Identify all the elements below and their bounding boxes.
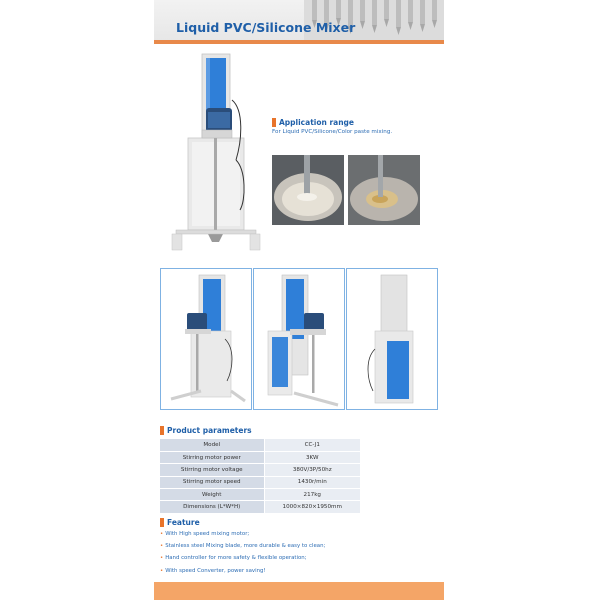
bullet-icon: •	[160, 567, 164, 574]
machine-back-image	[347, 269, 436, 408]
list-item: • With High speed mixing motor;	[160, 531, 250, 537]
param-key: Stirring motor speed	[160, 476, 264, 488]
application-description: For Liquid PVC/Silicone/Color paste mixing.	[272, 129, 393, 135]
parameters-table	[160, 439, 360, 514]
mixing-photo-1	[272, 155, 344, 225]
param-key: Model	[160, 439, 264, 451]
machine-front-image	[161, 269, 250, 408]
param-value: 1430r/min	[264, 476, 360, 488]
table-row	[160, 464, 360, 476]
product-page	[154, 0, 444, 600]
machine-view-side	[253, 268, 345, 410]
machine-side-image	[254, 269, 343, 408]
machine-view-back	[346, 268, 438, 410]
application-heading: Application range	[272, 118, 354, 127]
machine-views	[160, 268, 438, 410]
banner-orange-stripe	[154, 40, 444, 44]
param-key: Stirring motor power	[160, 451, 264, 463]
table-row	[160, 451, 360, 463]
table-row	[160, 439, 360, 451]
list-item: • Stainless steel Mixing blade, more durable & easy to clean;	[160, 543, 326, 550]
bullet-icon: •	[160, 543, 164, 550]
machine-view-front	[160, 268, 252, 410]
bullet-icon: •	[160, 531, 164, 537]
list-item: • With speed Converter, power saving!	[160, 567, 266, 574]
orange-marker	[160, 426, 164, 435]
page-title: Liquid PVC/Silicone Mixer	[176, 20, 356, 35]
mixer-machine-image	[166, 50, 266, 256]
parameters-heading: Product parameters	[160, 426, 252, 435]
orange-marker	[160, 518, 164, 527]
header-banner	[154, 0, 444, 44]
param-value: 3KW	[264, 451, 360, 463]
param-value: 217kg	[264, 489, 360, 501]
list-item: • Hand controller for more safety & flexible operation;	[160, 555, 307, 562]
param-value: CC-J1	[264, 439, 360, 451]
mixing-photo-2	[348, 155, 420, 225]
footer-orange-bar	[154, 582, 444, 600]
param-key: Dimensions (L*W*H)	[160, 501, 264, 513]
table-row	[160, 489, 360, 501]
param-value: 1000×820×1950mm	[264, 501, 360, 513]
feature-list	[160, 528, 430, 577]
bullet-icon: •	[160, 555, 164, 562]
param-key: Weight	[160, 489, 264, 501]
orange-marker	[272, 118, 276, 127]
feature-heading: Feature	[160, 518, 200, 527]
table-row	[160, 476, 360, 488]
param-value: 380V/3P/50hz	[264, 464, 360, 476]
table-row	[160, 501, 360, 513]
param-key: Stirring motor voltage	[160, 464, 264, 476]
